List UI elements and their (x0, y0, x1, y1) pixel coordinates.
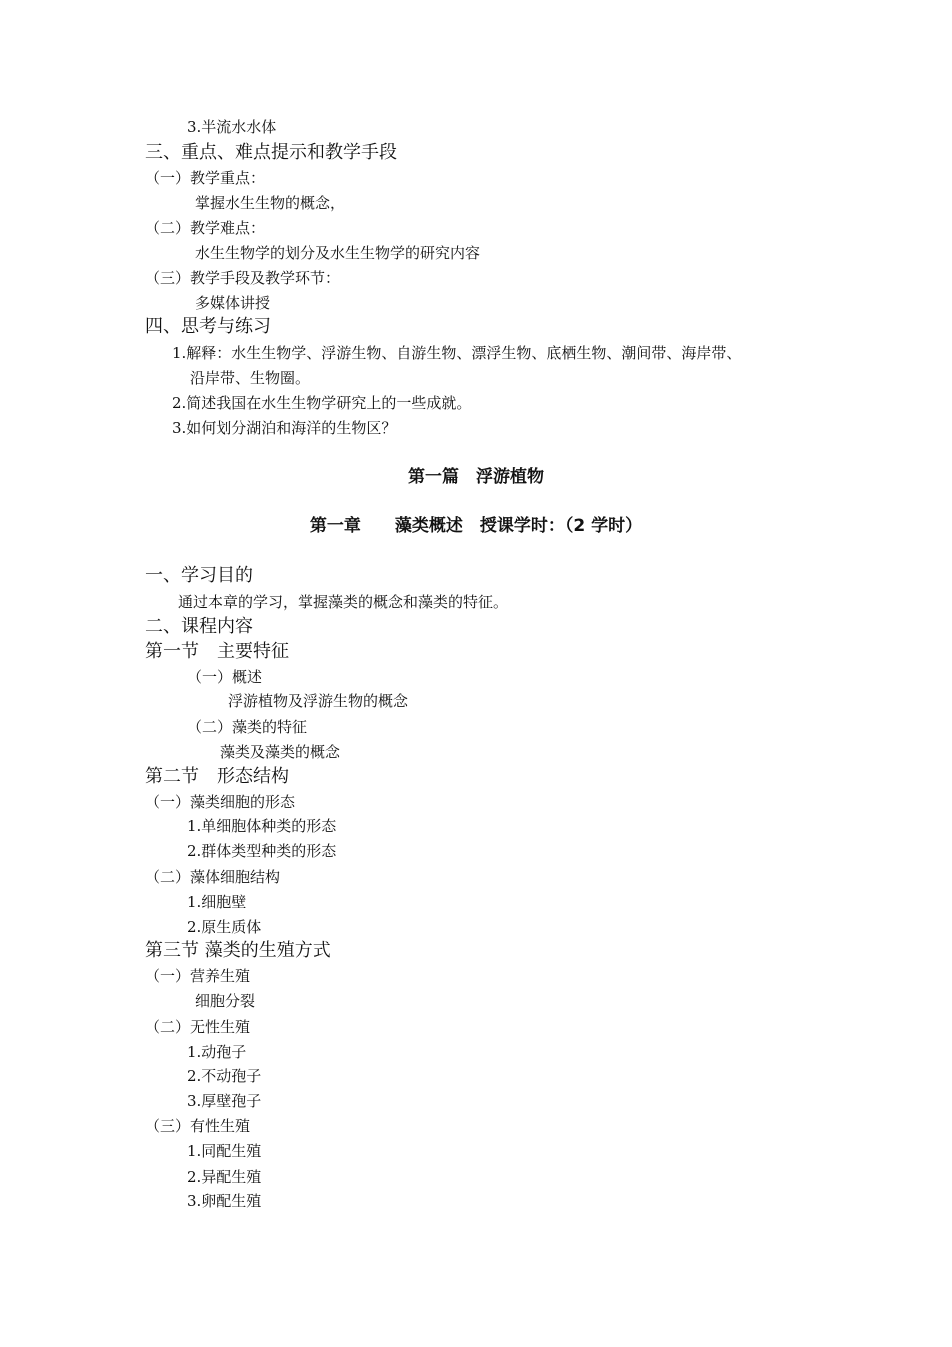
list-item-continuation: 沿岸带、生物圈。 (190, 369, 311, 387)
text-line: 浮游植物及浮游生物的概念 (228, 692, 409, 710)
list-item: 1.动孢子 (187, 1043, 247, 1061)
subheading: （二）藻体细胞结构 (145, 868, 281, 886)
list-item: 2.原生质体 (187, 918, 262, 936)
subheading: （一）教学重点： (145, 169, 266, 187)
list-item: 2.群体类型种类的形态 (187, 842, 337, 860)
subheading: （一）藻类细胞的形态 (145, 793, 296, 811)
subheading: （一）概述 (187, 668, 263, 686)
subheading: （三）教学手段及教学环节： (145, 269, 341, 287)
section-heading: 三、重点、难点提示和教学手段 (145, 142, 397, 163)
section-heading: 一、学习目的 (145, 565, 253, 586)
text-line: 掌握水生生物的概念， (195, 194, 346, 212)
subheading: （二）教学难点： (145, 219, 266, 237)
section-heading: 第一节 主要特征 (145, 641, 289, 662)
subheading: （一）营养生殖 (145, 967, 251, 985)
list-item: 1.同配生殖 (187, 1142, 262, 1160)
subheading: （二）无性生殖 (145, 1018, 251, 1036)
list-item: 3.厚壁孢子 (187, 1092, 262, 1110)
text-line: 3.半流水水体 (187, 118, 277, 136)
text-line: 通过本章的学习，掌握藻类的概念和藻类的特征。 (178, 593, 509, 611)
section-heading: 二、课程内容 (145, 616, 253, 637)
list-item: 2.异配生殖 (187, 1168, 262, 1186)
section-heading: 第二节 形态结构 (145, 766, 289, 787)
list-item: 2.不动孢子 (187, 1067, 262, 1085)
chapter-title: 第一章 藻类概述 授课学时：（2 学时） (309, 516, 643, 536)
section-heading: 四、思考与练习 (145, 316, 271, 337)
part-title: 第一篇 浮游植物 (408, 467, 544, 487)
list-item: 2.简述我国在水生生物学研究上的一些成就。 (172, 394, 472, 412)
text-line: 藻类及藻类的概念 (220, 743, 341, 761)
text-line: 水生生物学的划分及水生生物学的研究内容 (195, 244, 481, 262)
section-heading: 第三节 藻类的生殖方式 (145, 940, 331, 961)
list-item: 1.细胞壁 (187, 893, 247, 911)
subheading: （二）藻类的特征 (187, 718, 308, 736)
list-item: 1.解释：水生生物学、浮游生物、自游生物、漂浮生物、底栖生物、潮间带、海岸带、 (172, 344, 742, 362)
list-item: 1.单细胞体种类的形态 (187, 817, 337, 835)
list-item: 3.卵配生殖 (187, 1192, 262, 1210)
list-item: 3.如何划分湖泊和海洋的生物区？ (172, 419, 397, 437)
text-line: 细胞分裂 (195, 992, 256, 1010)
text-line: 多媒体讲授 (195, 294, 271, 312)
subheading: （三）有性生殖 (145, 1117, 251, 1135)
